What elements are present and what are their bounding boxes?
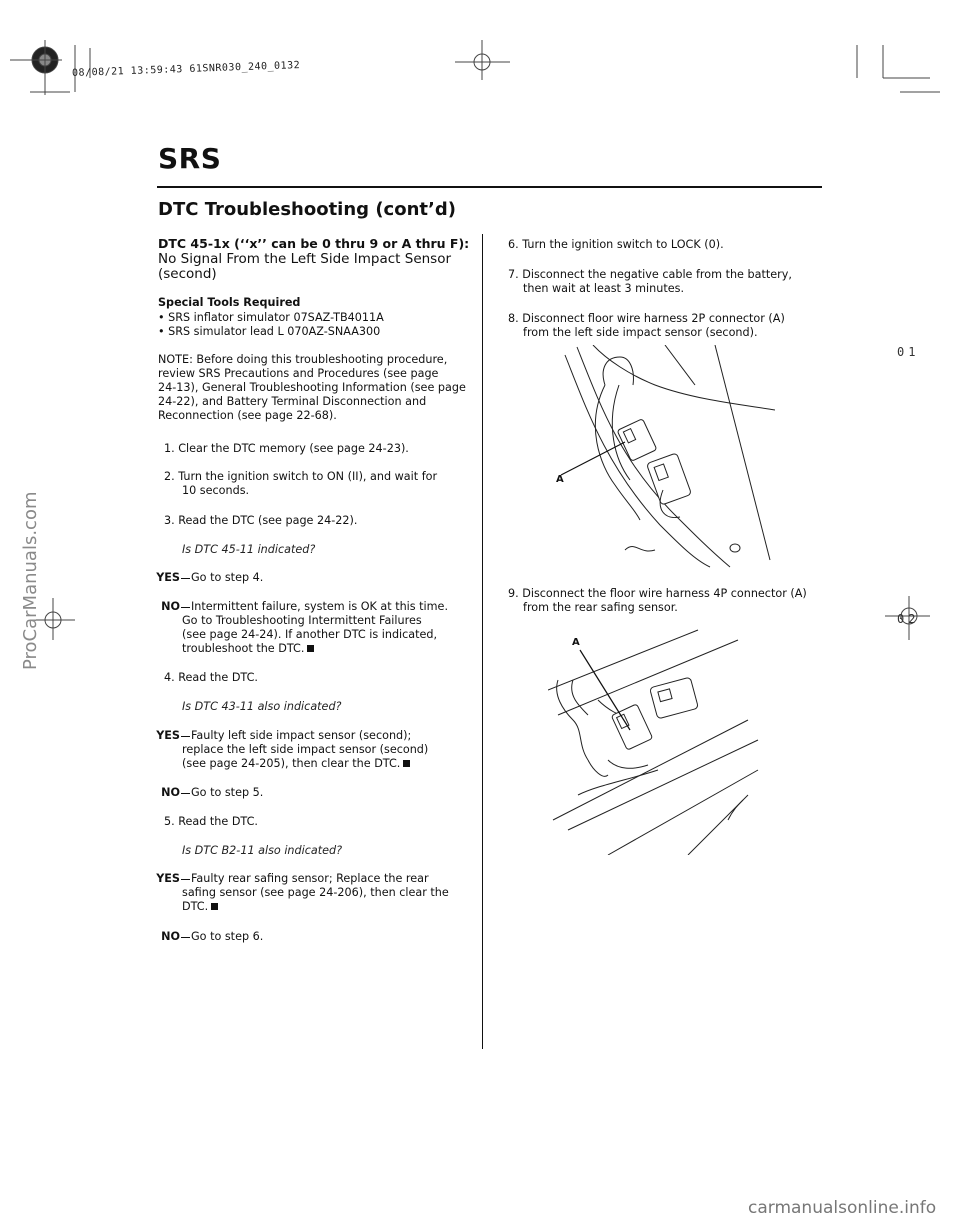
step-6: 6. Turn the ignition switch to LOCK (0). — [508, 238, 724, 251]
q1-no-text-2: Go to Troubleshooting Intermittent Failures — [182, 614, 422, 627]
note-line: NOTE: Before doing this troubleshooting procedure, — [158, 353, 448, 366]
print-stamp: 08/08/21 13:59:43 61SNR030_240_0132 — [71, 60, 301, 79]
note-line: 24-13), General Troubleshooting Information (see page — [158, 381, 466, 394]
end-mark-icon — [307, 645, 314, 652]
figure-impact-sensor-connector — [545, 345, 775, 570]
figure-1-label-a: A — [556, 474, 564, 485]
step-7-line2: then wait at least 3 minutes. — [523, 282, 684, 295]
tool-item: • SRS inflator simulator 07SAZ-TB4011A — [158, 311, 384, 324]
step-1: 1. Clear the DTC memory (see page 24-23). — [164, 442, 409, 455]
step-3: 3. Read the DTC (see page 24-22). — [164, 514, 358, 527]
q2-yes-text: Faulty left side impact sensor (second); — [191, 729, 412, 742]
question-1: Is DTC 45-11 indicated? — [182, 543, 316, 556]
end-mark-icon — [403, 760, 410, 767]
figure-2-label-a: A — [572, 637, 580, 648]
q1-no-text-4 — [182, 642, 314, 656]
no-label: NO — [161, 930, 180, 943]
note-line: 24-22), and Battery Terminal Disconnection and — [158, 395, 427, 408]
step-9-line1: 9. Disconnect the floor wire harness 4P connector (A) — [508, 587, 807, 600]
q2-yes — [133, 729, 411, 743]
step-9-line2: from the rear safing sensor. — [523, 601, 678, 614]
step-5: 5. Read the DTC. — [164, 815, 258, 828]
special-tools-title: Special Tools Required — [158, 296, 301, 309]
step-7-line1: 7. Disconnect the negative cable from the battery, — [508, 268, 792, 281]
step-8-line2: from the left side impact sensor (second). — [523, 326, 758, 339]
note-line: review SRS Precautions and Procedures (see page — [158, 367, 439, 380]
no-label: NO — [161, 600, 180, 613]
left-column — [156, 236, 473, 943]
q3-yes-text: Faulty rear safing sensor; Replace the rear — [191, 872, 429, 885]
q3-no-text: Go to step 6. — [191, 930, 264, 943]
question-3: Is DTC B2-11 also indicated? — [182, 844, 343, 857]
q3-yes-text-3 — [182, 900, 218, 914]
page-mark-02: 02 — [897, 612, 920, 626]
side-watermark: ProCarManuals.com — [20, 491, 41, 670]
q2-yes-text-3 — [182, 757, 410, 771]
q2-yes-text-3-span: (see page 24-205), then clear the DTC. — [182, 757, 401, 770]
step-2-line1: 2. Turn the ignition switch to ON (II), and wait for — [164, 470, 438, 483]
q3-yes — [133, 872, 429, 886]
q1-yes — [133, 571, 263, 585]
step-8-line1: 8. Disconnect floor wire harness 2P connector (A) — [508, 312, 785, 325]
figure-rear-safing-sensor-connector — [548, 620, 763, 855]
q3-yes-text-2: safing sensor (see page 24-206), then clear the — [182, 886, 449, 899]
q1-no-text-3: (see page 24-24). If another DTC is indicated, — [182, 628, 438, 641]
step-4: 4. Read the DTC. — [164, 671, 258, 684]
dtc-description-line2: (second) — [158, 266, 217, 282]
question-2: Is DTC 43-11 also indicated? — [182, 700, 342, 713]
yes-label: YES — [156, 872, 180, 885]
q1-yes-text: Go to step 4. — [191, 571, 264, 584]
q3-yes-text-3-span: DTC. — [182, 900, 209, 913]
q3-no — [133, 930, 263, 944]
q1-no-text: Intermittent failure, system is OK at this time. — [191, 600, 449, 613]
tool-item: • SRS simulator lead L 070AZ-SNAA300 — [158, 325, 381, 338]
section-title: SRS — [158, 142, 222, 175]
dtc-heading: DTC 45-1x (‘‘x’’ can be 0 thru 9 or A thru F): — [158, 236, 470, 251]
step-2-line2: 10 seconds. — [182, 484, 250, 497]
column-divider — [482, 234, 483, 1049]
q1-no-text-4-span: troubleshoot the DTC. — [182, 642, 305, 655]
header-rule — [157, 186, 822, 188]
page-mark-01: 01 — [897, 345, 920, 359]
footer-watermark: carmanualsonline.info — [748, 1198, 937, 1218]
end-mark-icon — [211, 903, 218, 910]
yes-label: YES — [156, 571, 180, 584]
q2-no — [133, 786, 263, 800]
q2-yes-text-2: replace the left side impact sensor (second) — [182, 743, 429, 756]
no-label: NO — [161, 786, 180, 799]
q2-no-text: Go to step 5. — [191, 786, 264, 799]
page-subtitle: DTC Troubleshooting (cont’d) — [158, 199, 456, 220]
q1-no — [133, 600, 448, 614]
dtc-description-line1: No Signal From the Left Side Impact Sensor — [158, 251, 452, 267]
yes-label: YES — [156, 729, 180, 742]
note-line: Reconnection (see page 22-68). — [158, 409, 337, 422]
